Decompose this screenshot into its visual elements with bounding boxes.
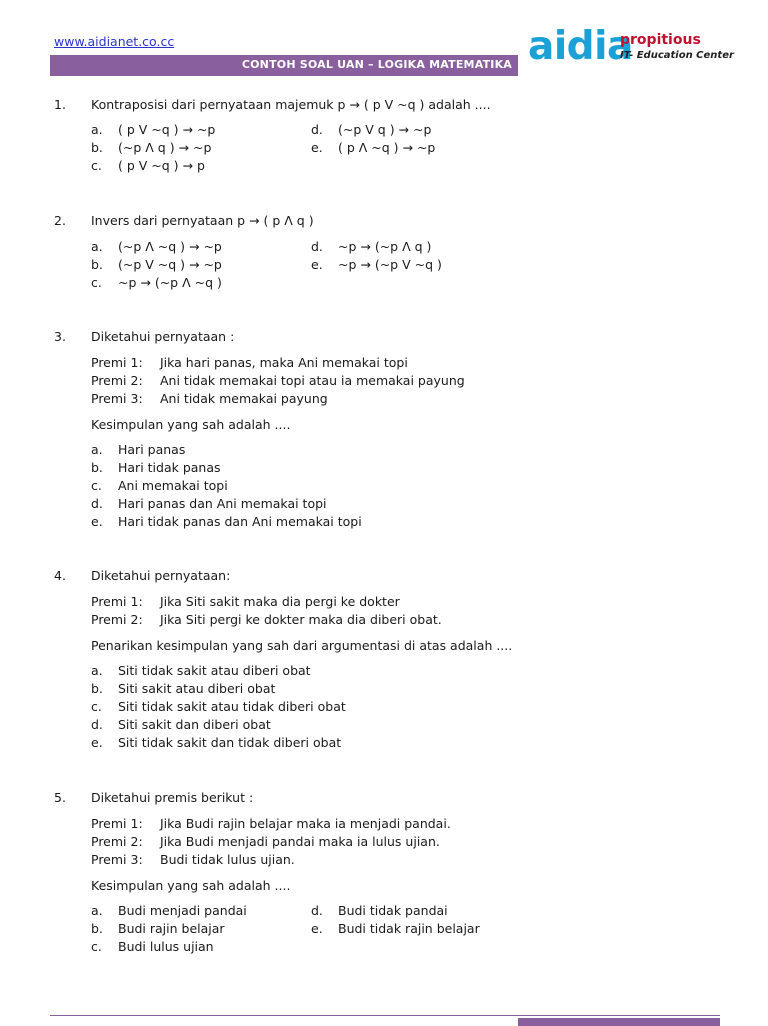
option-text: Siti sakit dan diberi obat [118, 717, 271, 732]
option-text: Hari panas dan Ani memakai topi [118, 496, 327, 511]
option-letter: a. [91, 122, 103, 137]
question-prompt: Penarikan kesimpulan yang sah dari argumentasi di atas adalah .... [91, 638, 513, 653]
question-text: Diketahui pernyataan: [91, 568, 231, 583]
question-prompt: Kesimpulan yang sah adalah .... [91, 417, 291, 432]
option-letter: a. [91, 663, 103, 678]
question-text: Diketahui pernyataan : [91, 329, 235, 344]
option-letter: c. [91, 939, 102, 954]
option-letter: c. [91, 158, 102, 173]
premise-text: Jika Siti pergi ke dokter maka dia diberi obat. [160, 612, 442, 627]
option-letter: d. [311, 122, 323, 137]
option-letter: d. [91, 496, 103, 511]
option-text: ~p → (~p Λ ~q ) [118, 275, 222, 290]
option-letter: e. [311, 257, 323, 272]
option-text: Hari panas [118, 442, 186, 457]
premise-label: Premi 2: [91, 834, 143, 849]
logo-brand-text: propitious [620, 32, 701, 48]
question-number: 1. [54, 97, 66, 112]
premise-label: Premi 3: [91, 391, 143, 406]
option-letter: b. [91, 681, 103, 696]
logo-subtitle-text: IT- Education Center [620, 50, 734, 61]
option-text: Budi tidak pandai [338, 903, 448, 918]
header-url-link[interactable]: www.aidianet.co.cc [54, 34, 175, 49]
option-letter: d. [311, 239, 323, 254]
question-prompt: Kesimpulan yang sah adalah .... [91, 878, 291, 893]
premise-label: Premi 2: [91, 373, 143, 388]
option-text: Siti sakit atau diberi obat [118, 681, 276, 696]
question-text: Kontraposisi dari pernyataan majemuk p → ( p V ~q ) adalah .... [91, 97, 491, 112]
premise-label: Premi 1: [91, 355, 143, 370]
option-text: Hari tidak panas [118, 460, 221, 475]
option-letter: b. [91, 460, 103, 475]
page-title: CONTOH SOAL UAN – LOGIKA MATEMATIKA [241, 58, 512, 71]
option-letter: c. [91, 478, 102, 493]
premise-text: Ani tidak memakai payung [160, 391, 328, 406]
option-text: Hari tidak panas dan Ani memakai topi [118, 514, 362, 529]
logo-main-text: aidia [528, 24, 633, 69]
option-letter: a. [91, 903, 103, 918]
option-text: Siti tidak sakit dan tidak diberi obat [118, 735, 342, 750]
option-text: ( p V ~q ) → ~p [118, 122, 216, 137]
option-letter: a. [91, 442, 103, 457]
option-letter: e. [311, 140, 323, 155]
option-text: (~p Λ q ) → ~p [118, 140, 212, 155]
premise-text: Budi tidak lulus ujian. [160, 852, 295, 867]
option-letter: e. [311, 921, 323, 936]
option-letter: b. [91, 257, 103, 272]
question-text: Invers dari pernyataan p → ( p Λ q ) [91, 213, 314, 228]
premise-text: Jika Budi menjadi pandai maka ia lulus ujian. [160, 834, 440, 849]
question-number: 2. [54, 213, 66, 228]
premise-text: Ani tidak memakai topi atau ia memakai payung [160, 373, 465, 388]
option-text: ( p Λ ~q ) → ~p [338, 140, 436, 155]
option-letter: e. [91, 735, 103, 750]
question-number: 5. [54, 790, 66, 805]
premise-label: Premi 1: [91, 816, 143, 831]
option-letter: d. [311, 903, 323, 918]
option-letter: c. [91, 699, 102, 714]
premise-text: Jika Siti sakit maka dia pergi ke dokter [160, 594, 400, 609]
option-text: Budi lulus ujian [118, 939, 214, 954]
option-letter: d. [91, 717, 103, 732]
option-letter: e. [91, 514, 103, 529]
premise-label: Premi 3: [91, 852, 143, 867]
premise-label: Premi 2: [91, 612, 143, 627]
premise-text: Jika hari panas, maka Ani memakai topi [160, 355, 408, 370]
option-letter: b. [91, 921, 103, 936]
option-text: Ani memakai topi [118, 478, 228, 493]
question-text: Diketahui premis berikut : [91, 790, 254, 805]
premise-text: Jika Budi rajin belajar maka ia menjadi pandai. [160, 816, 451, 831]
option-text: (~p Λ ~q ) → ~p [118, 239, 222, 254]
aidia-logo [524, 24, 734, 72]
option-text: ~p → (~p V ~q ) [338, 257, 442, 272]
footer-divider [50, 1015, 720, 1016]
option-letter: b. [91, 140, 103, 155]
question-number: 4. [54, 568, 66, 583]
option-text: ( p V ~q ) → p [118, 158, 205, 173]
option-text: (~p V q ) → ~p [338, 122, 432, 137]
option-text: Budi menjadi pandai [118, 903, 247, 918]
option-text: Budi rajin belajar [118, 921, 225, 936]
option-letter: a. [91, 239, 103, 254]
option-text: ~p → (~p Λ q ) [338, 239, 432, 254]
option-text: Budi tidak rajin belajar [338, 921, 480, 936]
option-text: Siti tidak sakit atau tidak diberi obat [118, 699, 346, 714]
premise-label: Premi 1: [91, 594, 143, 609]
option-text: Siti tidak sakit atau diberi obat [118, 663, 311, 678]
option-text: (~p V ~q ) → ~p [118, 257, 222, 272]
header-title-bar [50, 55, 518, 76]
footer-bar [518, 1018, 720, 1026]
option-letter: c. [91, 275, 102, 290]
question-number: 3. [54, 329, 66, 344]
